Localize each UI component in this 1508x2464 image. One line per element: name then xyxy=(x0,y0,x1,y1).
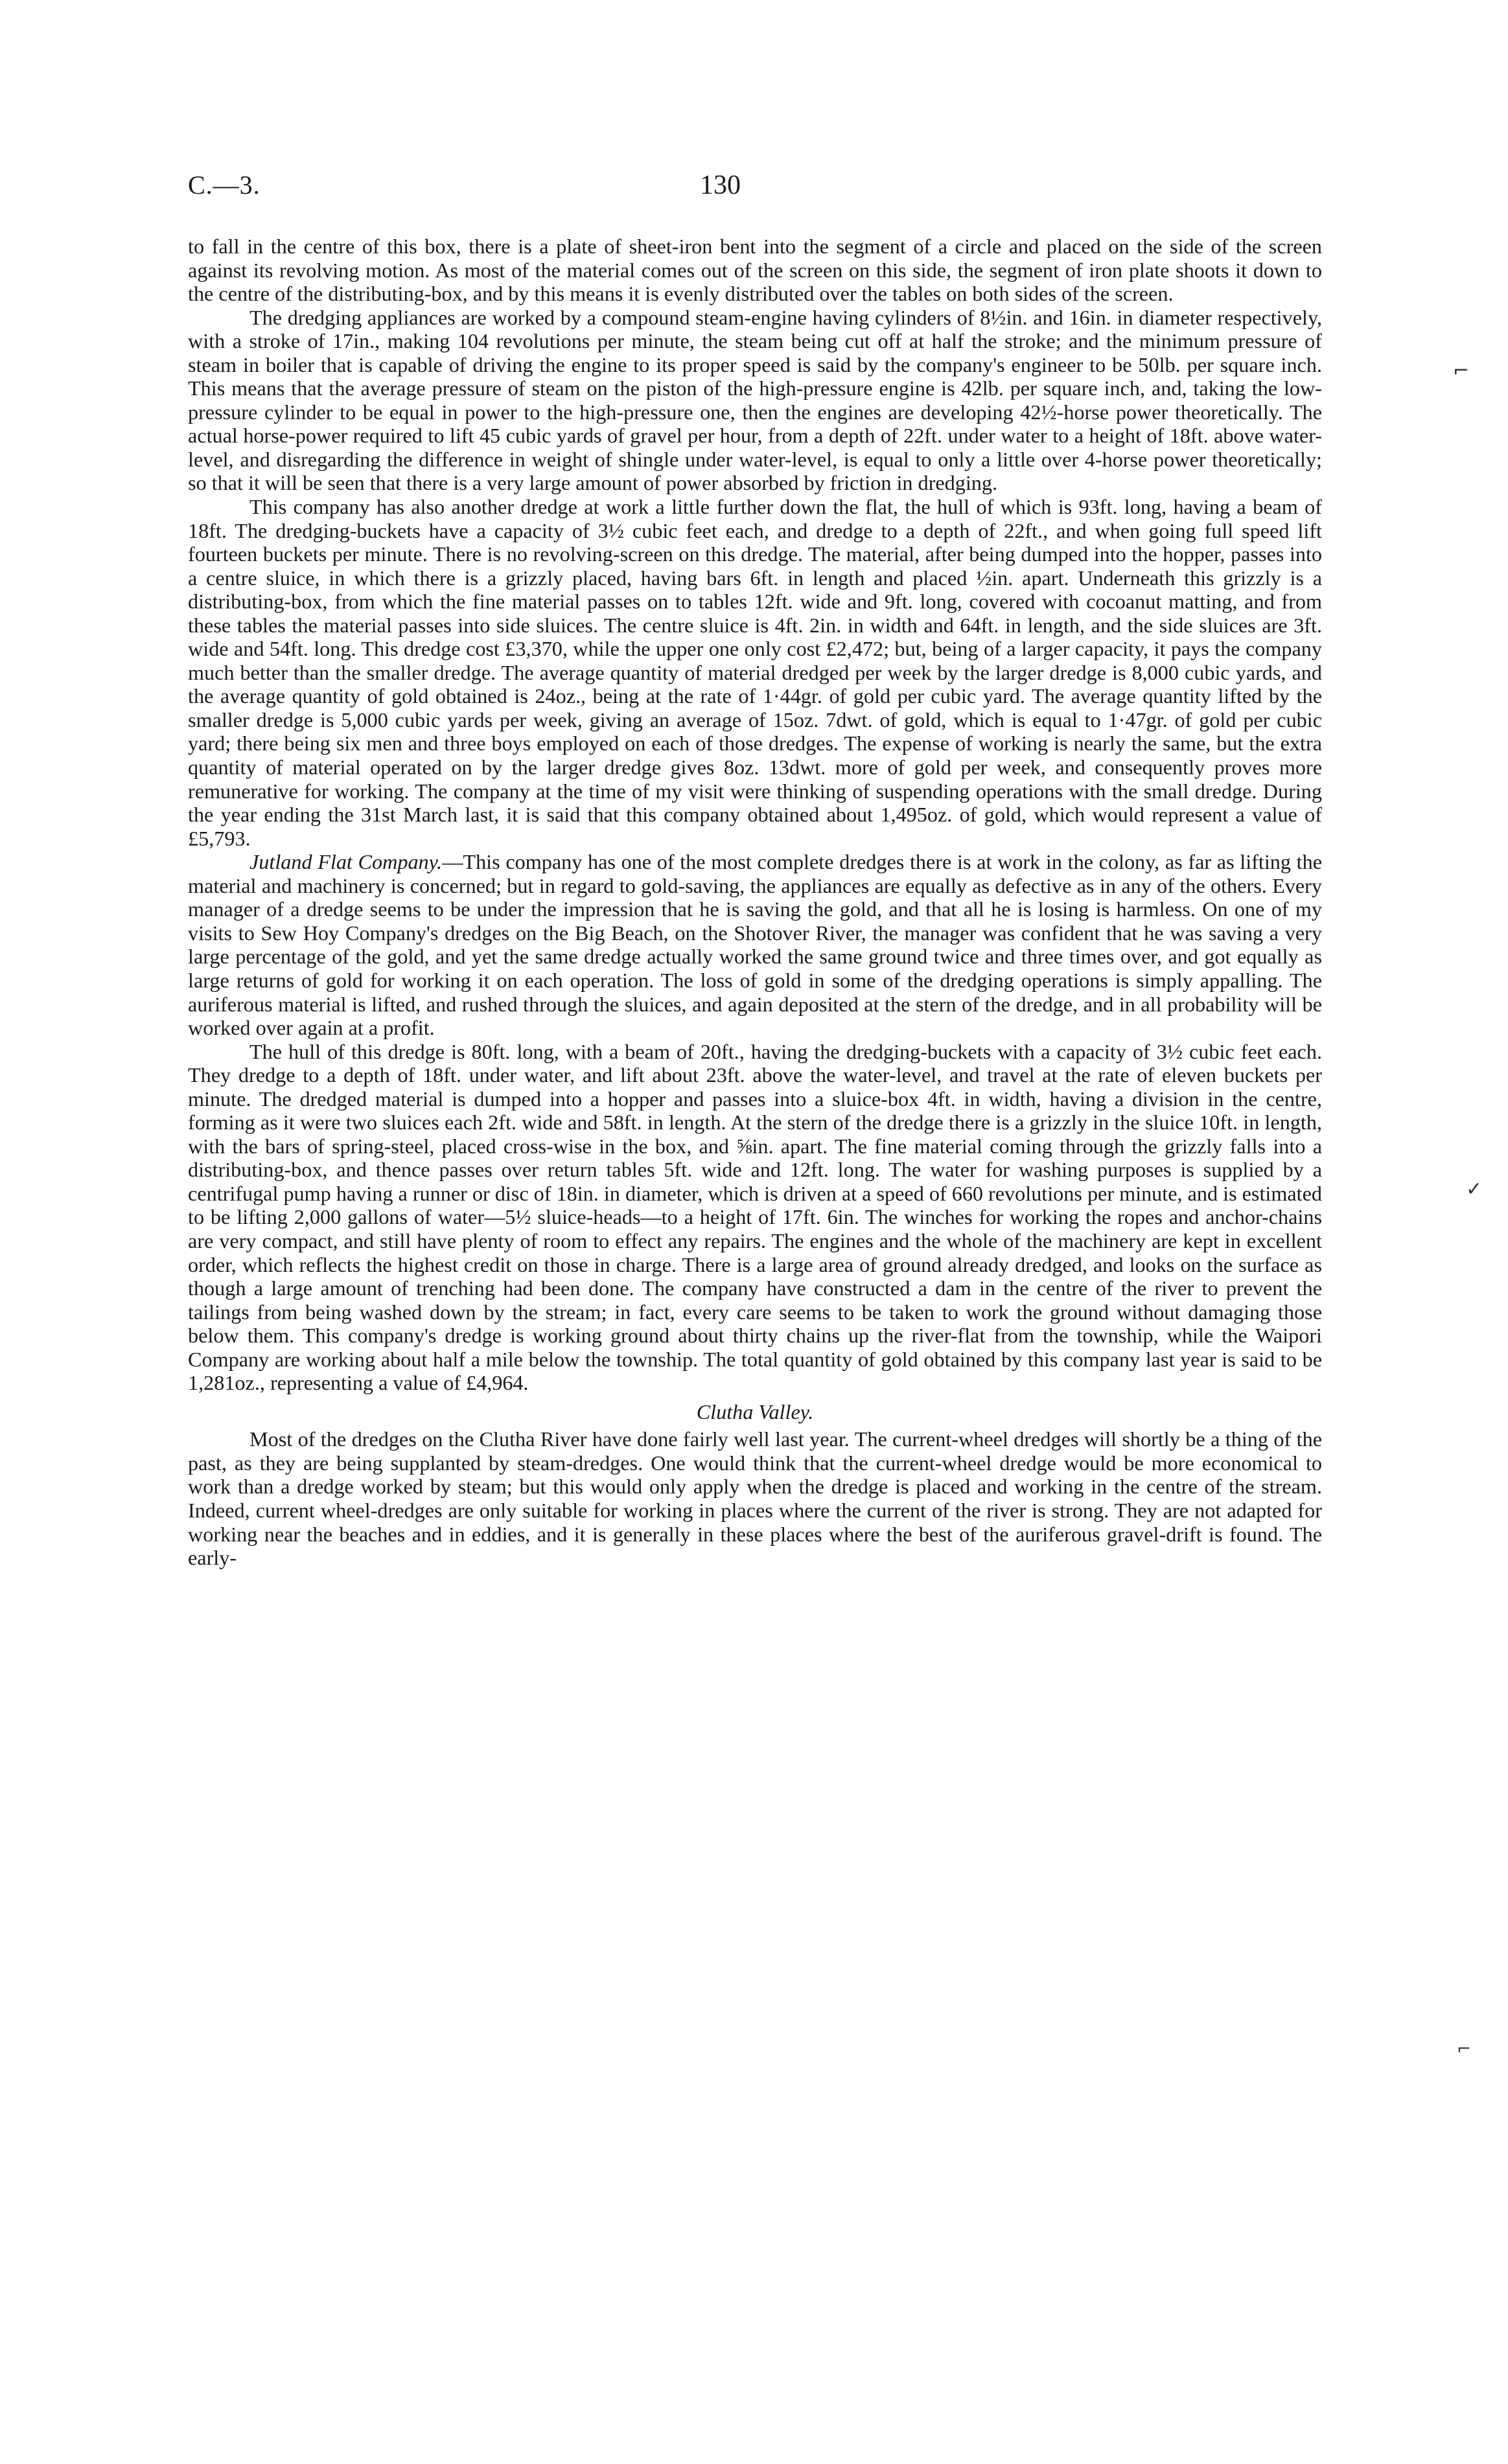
paragraph-jutland-text: —This company has one of the most complete dredges there is at work in the colony, as far as lifting the material and machinery is concerned; but in regard to gold-saving, the appliances are equally as defective as in any of the others. Every manager of a dredge seems to be under the impression that he is saving the gold, and that all he is losing is harmless. On one of my visits to Sew Hoy Company's dredges on the Big Beach, on the Shotover River, the manager was confident that he was saving a very large percentage of the gold, and yet the same dredge actually worked the same ground twice and three times over, and got equally as large returns of gold for working it on each operation. The loss of gold in some of the dredging operations is simply appalling. The auriferous material is lifted, and rushed through the sluices, and again deposited at the stern of the dredge, and in all probability will be worked over again at a profit. xyxy=(188,850,1322,1040)
page-body xyxy=(188,235,1322,1570)
company-name-lead: Jutland Flat Company. xyxy=(249,850,443,874)
paragraph-steam-engine: The dredging appliances are worked by a compound steam-engine having cylinders of 8½in. and 16in. in diameter respectively, with a stroke of 17in., making 104 revolutions per minute, the steam being cut off at half the stroke; and the minimum pressure of steam in boiler that is capable of driving the engine to its proper speed is said by the company's engineer to be 50lb. per square inch. This means that the average pressure of steam on the piston of the high-pressure engine is 42lb. per square inch, and, taking the low-pressure cylinder to be equal in power to the high-pressure one, then the engines are developing 42½-horse power theoretically. The actual horse-power required to lift 45 cubic yards of gravel per hour, from a depth of 22ft. under water to a height of 18ft. above water-level, and disregarding the difference in weight of shingle under water-level, is equal to only a little over 4-horse power theoretically; so that it will be seen that there is a very large amount of power absorbed by friction in dredging. xyxy=(188,305,1322,495)
page-number: 130 xyxy=(700,170,741,200)
paragraph-jutland-flat xyxy=(188,850,1322,1039)
margin-mark: ⌐ xyxy=(1457,2040,1471,2059)
paragraph-second-dredge: This company has also another dredge at work a little further down the flat, the hull of which is 93ft. long, having a beam of 18ft. The dredging-buckets have a capacity of 3½ cubic feet each, and dredge to a depth of 22ft., and when going full speed lift fourteen buckets per minute. There is no revolving-screen on this dredge. The material, after being dumped into the hopper, passes into a centre sluice, in which there is a grizzly placed, having bars 6ft. in length and placed ½in. apart. Underneath this grizzly is a distributing-box, from which the fine material passes on to tables 12ft. wide and 9ft. long, covered with cocoanut matting, and from these tables the material passes into side sluices. The centre sluice is 4ft. 2in. in width and 64ft. in length, and the side sluices are 3ft. wide and 54ft. long. This dredge cost £3,370, while the upper one only cost £2,472; but, being of a larger capacity, it pays the company much better than the smaller dredge. The average quantity of material dredged per week by the larger dredge is 8,000 cubic yards, and the average quantity of gold obtained is 24oz., being at the rate of 1·44gr. of gold per cubic yard. The average quantity lifted by the smaller dredge is 5,000 cubic yards per week, giving an average of 15oz. 7dwt. of gold, which is equal to 1·47gr. of gold per cubic yard; there being six men and three boys employed on each of those dredges. The expense of working is nearly the same, but the extra quantity of material operated on by the larger dredge gives 8oz. 13dwt. more of gold per week, and consequently proves more remunerative for working. The company at the time of my visit were thinking of suspending operations with the small dredge. During the year ending the 31st March last, it is said that this company obtained about 1,495oz. of gold, which would represent a value of £5,793. xyxy=(188,495,1322,850)
margin-mark: ⌐ xyxy=(1453,360,1470,382)
margin-mark: ✓ xyxy=(1466,1178,1483,1201)
paragraph-clutha: Most of the dredges on the Clutha River have done fairly well last year. The current-wheel dredges will shortly be a thing of the past, as they are being supplanted by steam-dredges. One would think that the current-wheel dredge would be more economical to work than a dredge worked by steam; but this would only apply when the dredge is placed and working in the centre of the stream. Indeed, current wheel-dredges are only suitable for working in places where the current of the river is strong. They are not adapted for working near the beaches and in eddies, and it is generally in these places where the best of the auriferous gravel-drift is found. The early- xyxy=(188,1427,1322,1570)
section-heading-clutha-valley: Clutha Valley. xyxy=(696,1399,814,1423)
report-reference: C.—3. xyxy=(188,170,261,200)
paragraph-continuation: to fall in the centre of this box, there is a plate of sheet-iron bent into the segment of a circle and placed on the side of the screen against its revolving motion. As most of the material comes out of the screen on this side, the segment of iron plate shoots it down to the centre of the distributing-box, and by this means it is evenly distributed over the tables on both sides of the screen. xyxy=(188,235,1322,306)
page-header xyxy=(188,170,1322,215)
paragraph-hull-description: The hull of this dredge is 80ft. long, with a beam of 20ft., having the dredging-buckets with a capacity of 3½ cubic feet each. They dredge to a depth of 18ft. under water, and lift about 23ft. above the water-level, and travel at the rate of eleven buckets per minute. The dredged material is dumped into a hopper and passes into a sluice-box 4ft. in width, having a division in the centre, forming as it were two sluices each 2ft. wide and 58ft. in length. At the stern of the dredge there is a grizzly in the sluice 10ft. in length, with the bars of spring-steel, placed cross-wise in the box, and ⅝in. apart. The fine material coming through the grizzly falls into a distributing-box, and thence passes over return tables 5ft. wide and 12ft. long. The water for washing purposes is supplied by a centrifugal pump having a runner or disc of 18in. in diameter, which is driven at a speed of 660 revolutions per minute, and is estimated to be lifting 2,000 gallons of water—5½ sluice-heads—to a height of 17ft. 6in. The winches for working the ropes and anchor-chains are very compact, and still have plenty of room to effect any repairs. The engines and the whole of the machinery are kept in excellent order, which reflects the highest credit on those in charge. There is a large area of ground already dredged, and looks on the surface as though a large amount of trenching had been done. The company have constructed a dam in the centre of the river to prevent the tailings from being washed down by the stream; in fact, every care seems to be taken to work the ground without damaging those below them. This company's dredge is working ground about thirty chains up the river-flat from the township, while the Waipori Company are working about half a mile below the township. The total quantity of gold obtained by this company last year is said to be 1,281oz., representing a value of £4,964. xyxy=(188,1039,1322,1395)
